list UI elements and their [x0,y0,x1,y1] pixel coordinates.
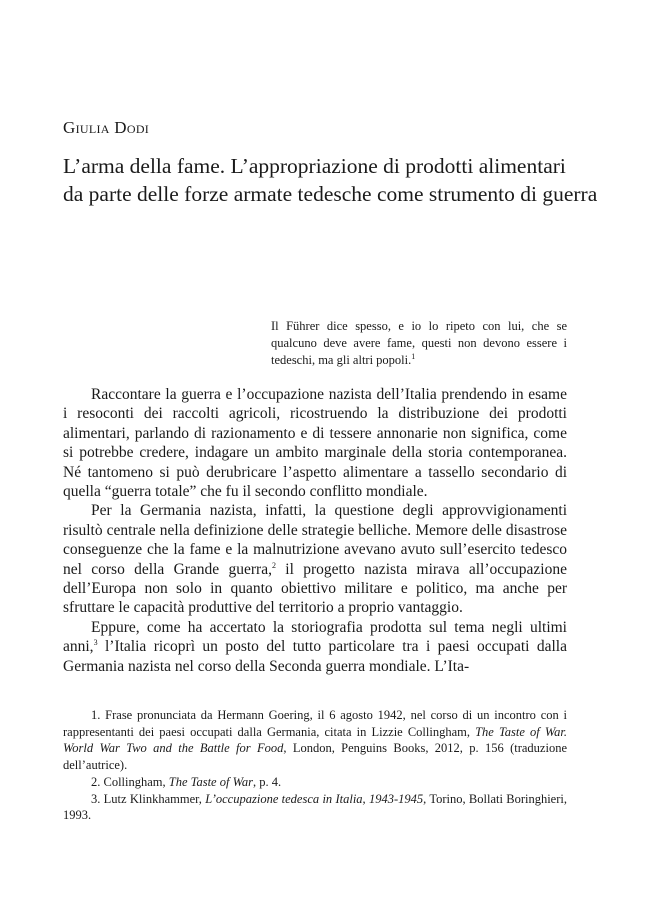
footnote-2-part-b: , p. 4. [252,774,282,789]
body-text [63,385,567,676]
epigraph-quote [271,318,567,369]
footnote-ref-1: 1 [411,351,416,361]
author-name: Giulia Dodi [63,118,150,137]
paragraph-2-part-a: Per la Germania nazista, infatti, la questione degli approvvigionamenti risultò centrale nella definizione delle strategie belliche. Memore delle disastrose conseguenze che la fame e la malnutrizione avevano avuto sull’esercito tedesco nel corso della Grande guerra, [63,502,567,578]
footnote-3 [63,791,567,824]
paragraph-3-part-b: l’Italia ricoprì un posto del tutto particolare tra i paesi occupati dalla Germania nazista nel corso della Seconda guerra mondiale. L’Ita- [63,638,567,675]
title-line-2: da parte delle forze armate tedesche come strumento di guerra [63,182,598,206]
footnotes [63,707,567,824]
paragraph-1: Raccontare la guerra e l’occupazione nazista dell’Italia prendendo in esame i resoconti dei raccolti agricoli, ricostruendo la distribuzione dei prodotti alimentari, parlando di razionamento e di tessere annonarie non significa, come si potrebbe credere, indagare un ambito marginale della storia contemporanea. Né tantomeno si può derubricare l’aspetto alimentare a tassello secondario di quella “guerra totale” che fu il secondo conflitto mondiale. [63,386,567,501]
paragraph-2 [63,501,567,617]
paragraph-3-part-a: Eppure, come ha accertato la storiografia prodotta sul tema negli ultimi anni, [63,618,567,656]
article-title [63,152,603,208]
footnote-1-title: The Taste of War. World War Two and the Battle for Food [63,724,567,756]
footnote-2-part-a: 2. Collingham, [91,774,169,789]
paragraph-3 [63,618,567,676]
footnote-1-part-b: , London, Penguins Books, 2012, p. 156 (traduzione dell’autrice). [63,741,567,773]
footnote-ref-3: 3 [93,638,98,648]
footnote-ref-2: 2 [271,560,276,570]
footnote-1 [63,707,567,774]
paragraph-2-part-b: il progetto nazista mirava all’occupazione dell’Europa non solo in quanto obiettivo militare e politico, ma anche per sfruttare le capacità produttive del territorio a proprio vantaggio. [63,560,567,617]
epigraph-text: Il Führer dice spesso, e io lo ripeto con lui, che se qualcuno deve avere fame, questi non devono essere i tedeschi, ma gli altri popoli. [271,319,567,367]
footnote-3-title: L’occupazione tedesca in Italia, 1943-1945 [205,791,424,806]
footnote-3-part-a: 3. Lutz Klinkhammer, [91,791,206,806]
footnote-1-part-a: 1. Frase pronunciata da Hermann Goering, il 6 agosto 1942, nel corso di un incontro con i rappresentanti dei paesi occupati dalla Germania, citata in Lizzie Collingham, [63,708,567,739]
title-line-1: L’arma della fame. L’appropriazione di prodotti alimentari [63,154,566,178]
footnote-2-title: The Taste of War [168,774,253,789]
footnote-3-part-b: , Torino, Bollati Boringhieri, 1993. [63,791,567,823]
footnote-2 [63,774,567,791]
